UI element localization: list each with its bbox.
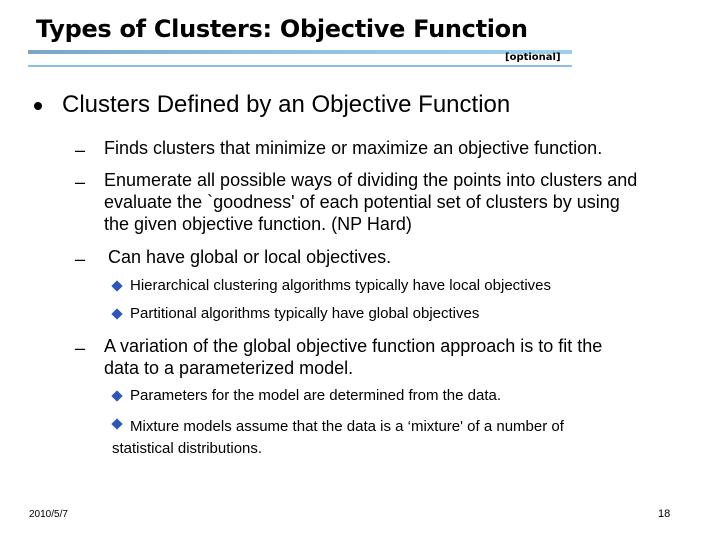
level1-bullet-text: Clusters Defined by an Objective Function <box>62 91 511 118</box>
diamond-bullet-icon <box>111 308 122 319</box>
subsubitem-text-4 <box>112 416 564 460</box>
slide-title: Types of Clusters: Objective Function <box>36 15 528 43</box>
subsubitem-text-1: Hierarchical clustering algorithms typically have local objectives <box>130 277 552 294</box>
dash-bullet-2: – <box>75 172 86 192</box>
subsubitem-text-3: Parameters for the model are determined from the data. <box>130 387 502 404</box>
subitem-text-4: A variation of the global objective function approach is to fit the data to a parameterized model. <box>104 336 603 378</box>
subitem-text-2: Enumerate all possible ways of dividing the points into clusters and evaluate the `goodness' of each potential set of clusters by using the given objective function. (NP Hard) <box>104 170 638 234</box>
bullet-dot-icon <box>34 102 42 110</box>
diamond-bullet-icon <box>111 280 122 291</box>
title-rule-top <box>28 50 572 54</box>
dash-bullet-1: – <box>75 140 86 160</box>
subitem-text-1: Finds clusters that minimize or maximize an objective function. <box>104 138 603 158</box>
subsubitem-text-4-line: Mixture models assume that the data is a ‘mixture' of a number of statistical distributions. <box>112 418 564 457</box>
diamond-bullet-icon <box>111 390 122 401</box>
dash-bullet-3: – <box>75 249 86 269</box>
subsubitem-text-2: Partitional algorithms typically have global objectives <box>130 305 480 322</box>
dash-bullet-4: – <box>75 338 86 358</box>
subitem-text-3: Can have global or local objectives. <box>108 247 392 267</box>
optional-tag: [optional] <box>505 52 561 63</box>
title-rule-bottom <box>28 65 572 67</box>
page-number: 18 <box>658 508 671 520</box>
footer-date: 2010/5/7 <box>29 509 68 520</box>
